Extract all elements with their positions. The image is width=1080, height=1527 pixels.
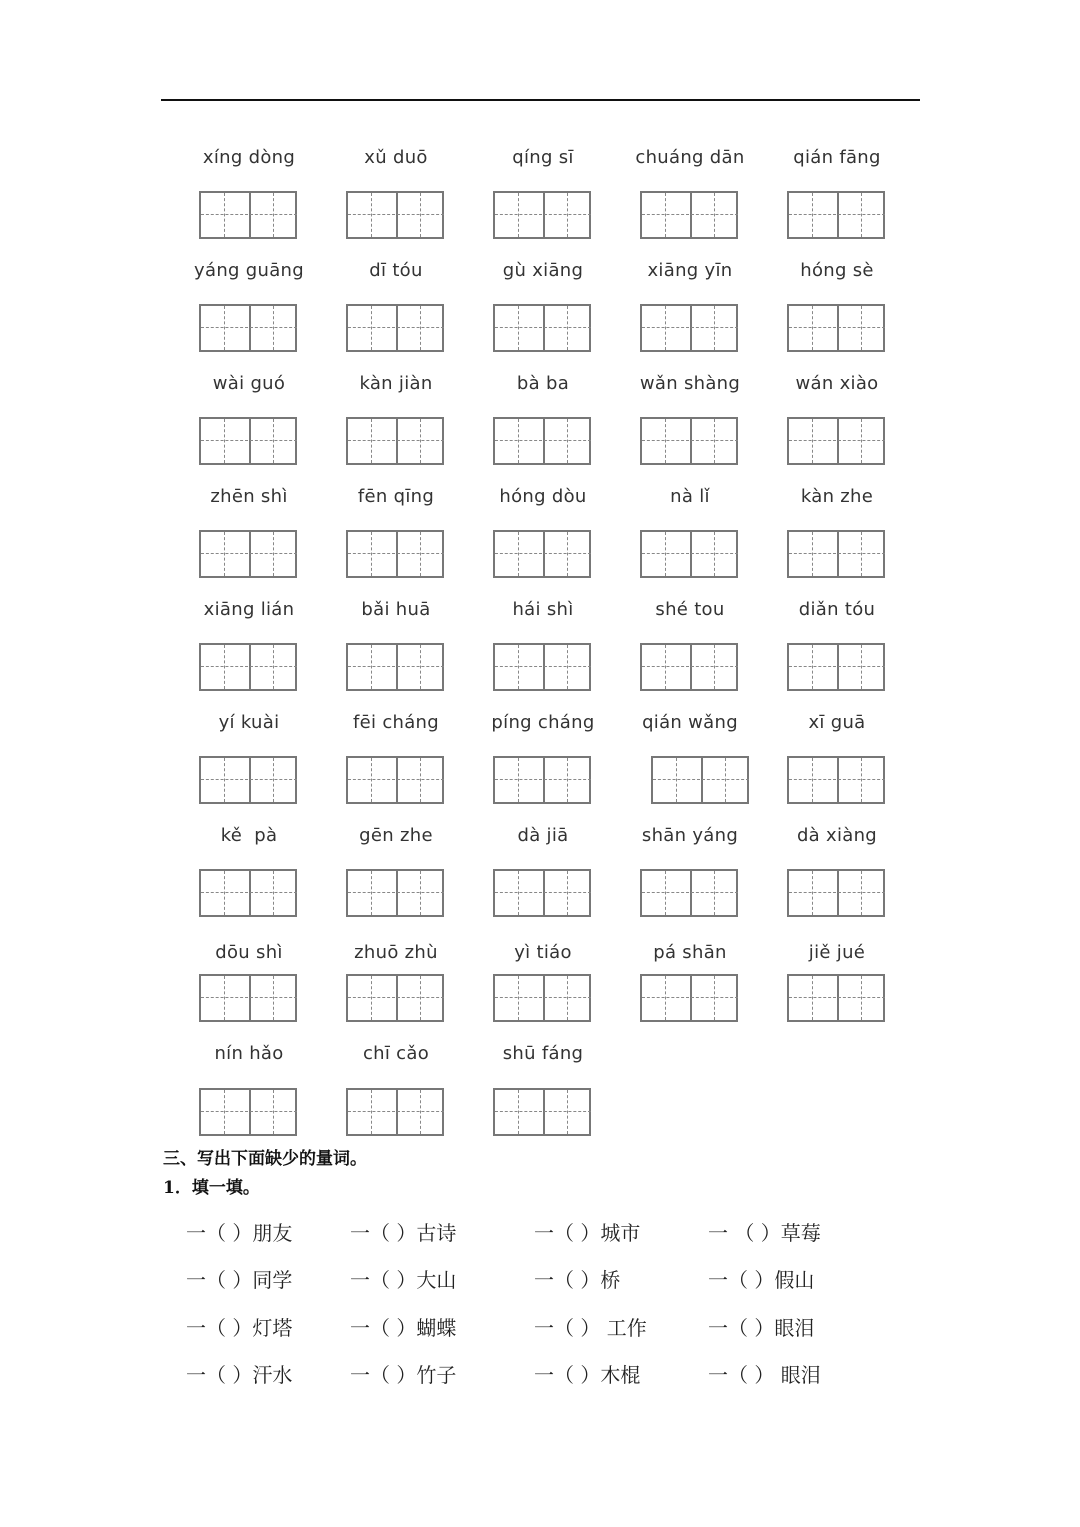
character-cell[interactable] [838,871,885,915]
writing-box[interactable] [787,530,885,578]
character-cell[interactable] [201,1090,248,1134]
writing-box[interactable] [199,530,297,578]
character-cell[interactable] [348,1090,395,1134]
character-cell[interactable] [838,193,885,237]
writing-box[interactable] [346,1088,444,1136]
writing-box[interactable] [493,1088,591,1136]
character-cell[interactable] [544,419,591,463]
pinyin-label: dà xiàng [796,825,878,846]
character-cell[interactable] [691,193,738,237]
character-cell[interactable] [789,871,836,915]
character-cell[interactable] [348,193,395,237]
character-cell[interactable] [691,871,738,915]
writing-box[interactable] [346,530,444,578]
character-cell[interactable] [250,419,297,463]
character-cell[interactable] [397,976,444,1020]
pinyin-label: zhuō zhù [354,942,438,963]
measure-word-item[interactable]: 一（ ） 眼泪 [708,1363,821,1387]
pinyin-label: qián wǎng [642,712,738,733]
character-cell[interactable] [838,758,885,802]
character-cell[interactable] [789,758,836,802]
pinyin-label: bǎi huā [361,599,431,620]
writing-box[interactable] [199,974,297,1022]
character-cell[interactable] [789,976,836,1020]
character-cell[interactable] [397,871,444,915]
character-cell[interactable] [544,193,591,237]
character-cell[interactable] [691,419,738,463]
character-cell[interactable] [201,419,248,463]
writing-box[interactable] [493,974,591,1022]
pinyin-label: nà lǐ [670,486,710,507]
pinyin-label: yí kuài [218,712,280,733]
character-cell[interactable] [201,976,248,1020]
character-cell[interactable] [397,1090,444,1134]
pinyin-label: kě pà [220,825,278,846]
pinyin-label: wài guó [212,373,286,394]
character-cell[interactable] [642,306,689,350]
pinyin-label: qián fāng [793,147,881,168]
writing-box[interactable] [199,869,297,917]
measure-word-item[interactable]: 一（ ）竹子 [350,1363,457,1387]
pinyin-label: gēn zhe [359,825,433,846]
pinyin-label: jiě jué [808,942,866,963]
pinyin-label: chuáng dān [635,147,745,168]
character-cell[interactable] [691,645,738,689]
character-cell[interactable] [544,645,591,689]
character-cell[interactable] [495,419,542,463]
writing-box[interactable] [787,974,885,1022]
writing-box[interactable] [493,869,591,917]
character-cell[interactable] [397,419,444,463]
character-cell[interactable] [653,758,700,802]
character-cell[interactable] [838,976,885,1020]
writing-box[interactable] [787,869,885,917]
pinyin-label: shé tou [655,599,725,620]
writing-box[interactable] [493,530,591,578]
writing-box[interactable] [346,304,444,352]
character-cell[interactable] [789,193,836,237]
character-cell[interactable] [789,306,836,350]
character-cell[interactable] [495,1090,542,1134]
character-cell[interactable] [838,532,885,576]
character-cell[interactable] [397,645,444,689]
pinyin-label: dōu shì [215,942,283,963]
writing-box[interactable] [346,191,444,239]
character-cell[interactable] [544,1090,591,1134]
pinyin-label: chī cǎo [362,1043,430,1064]
character-cell[interactable] [201,532,248,576]
measure-word-item[interactable]: 一（ ）灯塔 [186,1316,293,1340]
measure-word-item[interactable]: 一（ ）眼泪 [708,1316,815,1340]
character-cell[interactable] [397,758,444,802]
pinyin-label: xǔ duō [364,147,428,168]
pinyin-label: qíng sī [512,147,574,168]
character-cell[interactable] [544,871,591,915]
pinyin-label: hái shì [512,599,574,620]
measure-word-item[interactable]: 一（ ）汗水 [186,1363,293,1387]
character-cell[interactable] [544,532,591,576]
writing-box[interactable] [787,417,885,465]
writing-box[interactable] [787,756,885,804]
pinyin-label: shān yáng [641,825,739,846]
character-cell[interactable] [642,193,689,237]
writing-box[interactable] [493,191,591,239]
writing-box[interactable] [493,417,591,465]
pinyin-label: pá shān [653,942,727,963]
character-cell[interactable] [250,193,297,237]
character-cell[interactable] [544,306,591,350]
writing-box[interactable] [493,643,591,691]
pinyin-label: diǎn tóu [798,599,876,620]
measure-word-item[interactable]: 一（ ）城市 [534,1221,641,1245]
writing-box[interactable] [640,643,738,691]
character-cell[interactable] [789,419,836,463]
pinyin-label: yáng guāng [194,260,304,281]
character-cell[interactable] [201,306,248,350]
measure-word-item[interactable]: 一（ ）木棍 [534,1363,641,1387]
pinyin-label: hóng dòu [499,486,587,507]
measure-word-item[interactable]: 一（ ）同学 [186,1268,293,1292]
measure-word-item[interactable]: 一（ ）蝴蝶 [350,1316,457,1340]
pinyin-label: dà jiā [517,825,569,846]
writing-box[interactable] [493,756,591,804]
character-cell[interactable] [691,976,738,1020]
pinyin-label: píng cháng [491,712,595,733]
writing-box[interactable] [640,974,738,1022]
character-cell[interactable] [495,193,542,237]
pinyin-label: fēn qīng [357,486,435,507]
character-cell[interactable] [397,306,444,350]
writing-box[interactable] [199,191,297,239]
character-cell[interactable] [250,758,297,802]
character-cell[interactable] [642,976,689,1020]
character-cell[interactable] [397,193,444,237]
character-cell[interactable] [201,193,248,237]
measure-word-item[interactable]: 一 （ ）草莓 [708,1221,821,1245]
pinyin-label: gù xiāng [502,260,584,281]
character-cell[interactable] [348,758,395,802]
writing-box[interactable] [787,191,885,239]
character-cell[interactable] [789,645,836,689]
character-cell[interactable] [495,532,542,576]
measure-word-item[interactable]: 一（ ）大山 [350,1268,457,1292]
character-cell[interactable] [838,306,885,350]
pinyin-label: xī guā [808,712,866,733]
pinyin-label: bà ba [516,373,570,394]
writing-box[interactable] [787,643,885,691]
section-three-title: 三、写出下面缺少的量词。 [163,1149,367,1169]
character-cell[interactable] [838,419,885,463]
writing-box[interactable] [346,869,444,917]
character-cell[interactable] [691,306,738,350]
character-cell[interactable] [691,532,738,576]
character-cell[interactable] [348,645,395,689]
writing-box[interactable] [640,304,738,352]
character-cell[interactable] [348,976,395,1020]
character-cell[interactable] [838,645,885,689]
writing-box[interactable] [199,756,297,804]
pinyin-label: xiāng lián [203,599,295,620]
writing-box[interactable] [787,304,885,352]
character-cell[interactable] [250,1090,297,1134]
character-cell[interactable] [201,871,248,915]
pinyin-label: kàn zhe [800,486,874,507]
character-cell[interactable] [544,758,591,802]
writing-box[interactable] [640,191,738,239]
character-cell[interactable] [397,532,444,576]
measure-word-item[interactable]: 一（ ）古诗 [350,1221,457,1245]
character-cell[interactable] [495,306,542,350]
writing-box[interactable] [493,304,591,352]
header-rule [161,99,920,101]
pinyin-label: xiāng yīn [647,260,733,281]
writing-box[interactable] [346,643,444,691]
pinyin-label: dī tóu [369,260,423,281]
writing-box[interactable] [346,756,444,804]
character-cell[interactable] [789,532,836,576]
character-cell[interactable] [348,871,395,915]
pinyin-label: kàn jiàn [359,373,433,394]
writing-box[interactable] [640,417,738,465]
character-cell[interactable] [642,871,689,915]
pinyin-label: nín hǎo [214,1043,284,1064]
character-cell[interactable] [201,758,248,802]
writing-box[interactable] [640,869,738,917]
writing-box[interactable] [199,1088,297,1136]
measure-word-item[interactable]: 一（ ）朋友 [186,1221,293,1245]
pinyin-label: fēi cháng [352,712,439,733]
character-cell[interactable] [348,532,395,576]
pinyin-label: xíng dòng [202,147,296,168]
character-cell[interactable] [250,306,297,350]
character-cell[interactable] [702,758,749,802]
character-cell[interactable] [495,758,542,802]
writing-box[interactable] [199,304,297,352]
character-cell[interactable] [495,645,542,689]
character-cell[interactable] [642,532,689,576]
pinyin-label: shū fáng [502,1043,584,1064]
character-cell[interactable] [495,976,542,1020]
character-cell[interactable] [495,871,542,915]
pinyin-label: yì tiáo [514,942,572,963]
writing-box[interactable] [199,643,297,691]
character-cell[interactable] [250,976,297,1020]
measure-word-item[interactable]: 一（ ）假山 [708,1268,815,1292]
character-cell[interactable] [348,419,395,463]
pinyin-label: wán xiào [795,373,879,394]
character-cell[interactable] [348,306,395,350]
measure-word-item[interactable]: 一（ ）桥 [534,1268,621,1292]
writing-box[interactable] [346,974,444,1022]
pinyin-label: zhēn shì [210,486,288,507]
writing-box[interactable] [651,756,749,804]
character-cell[interactable] [201,645,248,689]
character-cell[interactable] [642,419,689,463]
writing-box[interactable] [346,417,444,465]
character-cell[interactable] [544,976,591,1020]
character-cell[interactable] [250,871,297,915]
pinyin-label: wǎn shàng [639,373,741,394]
character-cell[interactable] [642,645,689,689]
character-cell[interactable] [250,645,297,689]
writing-box[interactable] [199,417,297,465]
character-cell[interactable] [250,532,297,576]
measure-word-item[interactable]: 一（ ） 工作 [534,1316,647,1340]
pinyin-label: hóng sè [800,260,874,281]
writing-box[interactable] [640,530,738,578]
section-three-subtitle: 1．填一填。 [163,1178,260,1198]
